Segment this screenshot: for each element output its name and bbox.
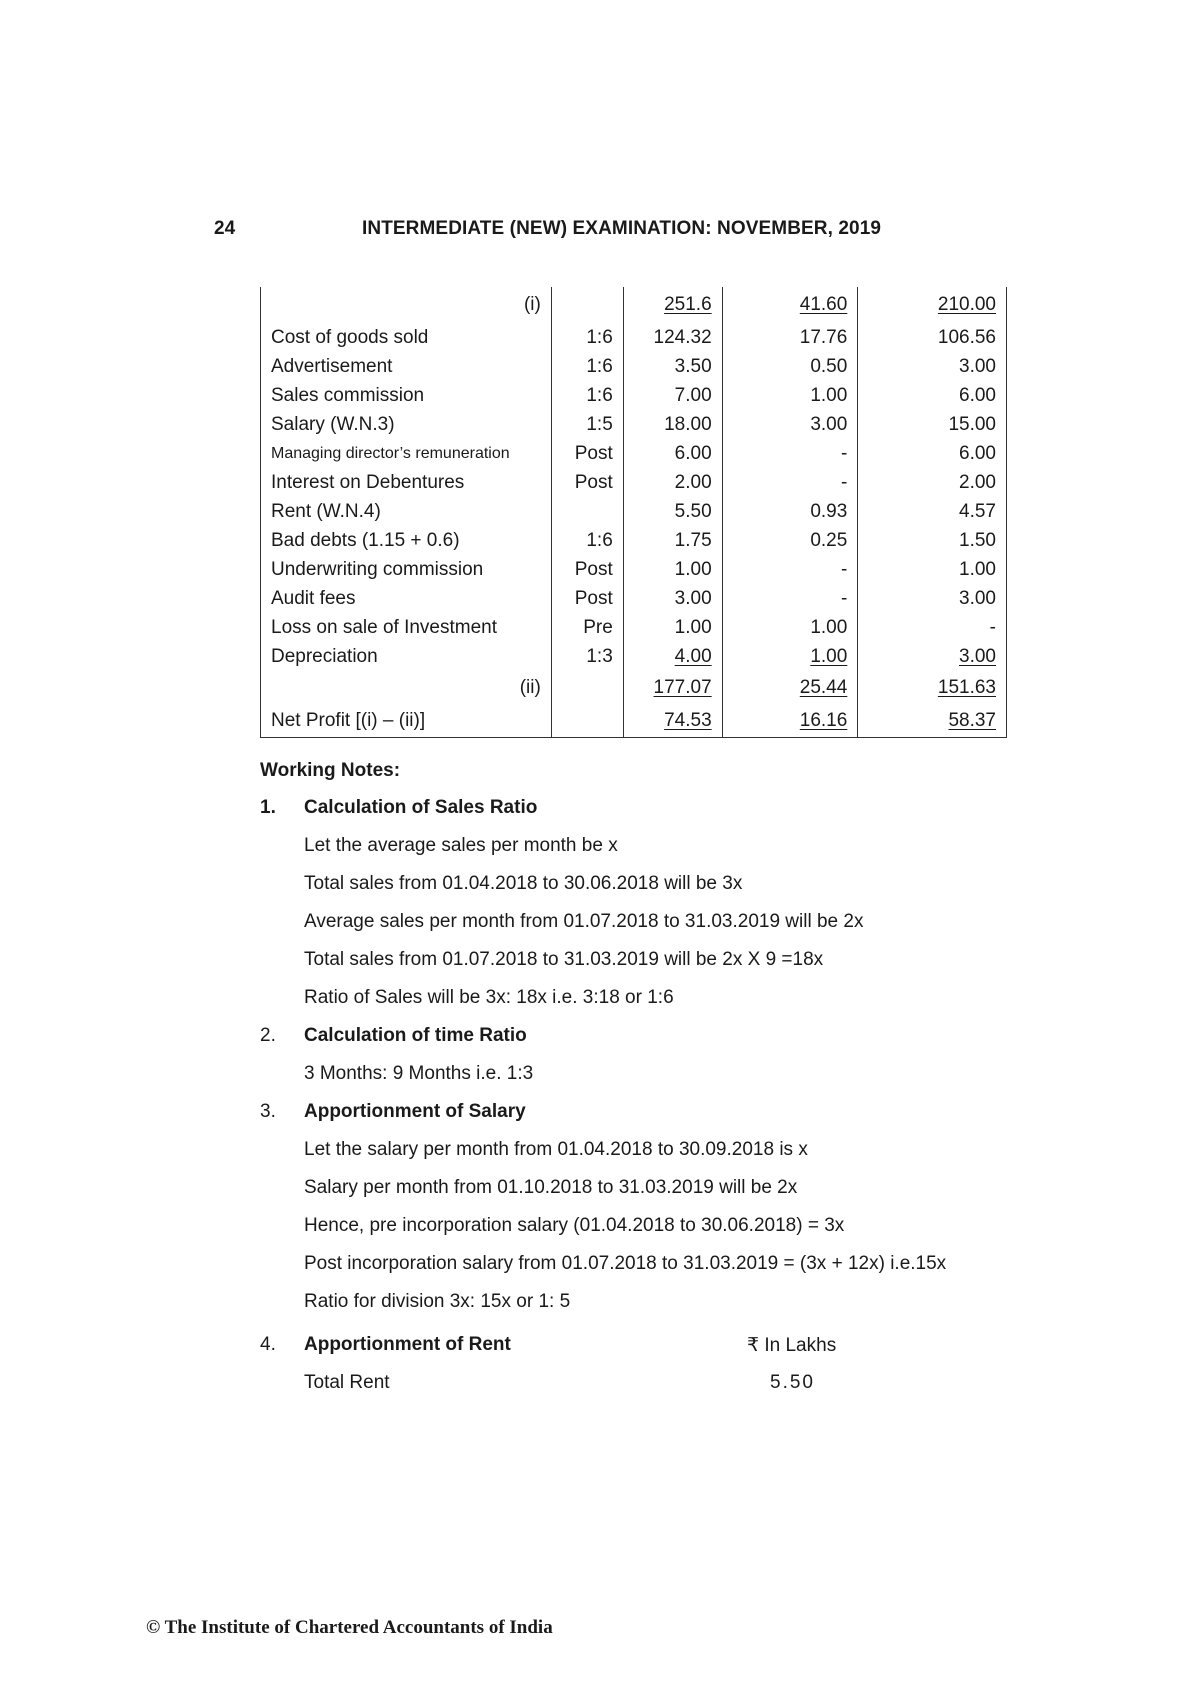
basis-cell: 1:5 — [586, 414, 613, 435]
running-header: INTERMEDIATE (NEW) EXAMINATION: NOVEMBER, 2019 — [362, 218, 882, 239]
total-rent-value: 5.50 — [770, 1372, 815, 1393]
total-cell: 3.50 — [674, 356, 712, 377]
note-1-line: Total sales from 01.04.2018 to 30.06.2018 will be 3x — [304, 873, 743, 894]
basis-cell: 1:6 — [586, 385, 613, 406]
basis-cell — [551, 671, 623, 704]
table-row — [261, 497, 1007, 526]
pre-cell: - — [840, 443, 848, 464]
pre-cell: - — [840, 559, 848, 580]
pre-cell: 1.00 — [810, 646, 848, 667]
subtotal-label: (i) — [261, 287, 552, 323]
table-row — [261, 381, 1007, 410]
post-cell: 15.00 — [948, 414, 996, 435]
particular-cell: Depreciation — [271, 646, 378, 667]
total-cell: 4.00 — [674, 646, 712, 667]
post-cell: 1.50 — [959, 530, 996, 551]
pre-cell: 16.16 — [799, 710, 848, 731]
basis-cell: 1:6 — [586, 327, 613, 348]
particular-cell: Sales commission — [271, 385, 425, 406]
table-row — [261, 439, 1007, 468]
pre-cell: - — [840, 588, 848, 609]
total-cell: 6.00 — [674, 443, 712, 464]
note-3-line: Post incorporation salary from 01.07.2018 to 31.03.2019 = (3x + 12x) i.e.15x — [304, 1253, 947, 1274]
net-profit-label: Net Profit [(i) – (ii)] — [261, 704, 552, 738]
total-cell: 7.00 — [674, 385, 712, 406]
note-3-line: Ratio for division 3x: 15x or 1: 5 — [304, 1291, 571, 1312]
basis-cell: Pre — [583, 617, 613, 638]
total-cell: 1.75 — [674, 530, 712, 551]
particular-cell: Advertisement — [271, 356, 393, 377]
total-cell: 251.6 — [664, 294, 712, 315]
table-row — [261, 642, 1007, 671]
total-cell: 124.32 — [653, 327, 712, 348]
table-row — [261, 468, 1007, 497]
pre-cell: - — [840, 472, 848, 493]
post-cell: 58.37 — [948, 710, 996, 731]
table-row — [261, 410, 1007, 439]
note-3-line: Let the salary per month from 01.04.2018 to 30.09.2018 is x — [304, 1139, 808, 1160]
net-profit-row — [261, 704, 1007, 738]
particular-cell: Bad debts (1.15 + 0.6) — [271, 530, 460, 551]
note-2-number: 2. — [260, 1025, 276, 1046]
pre-cell: 25.44 — [799, 677, 848, 698]
post-cell: 6.00 — [959, 385, 996, 406]
pre-cell: 1.00 — [810, 617, 848, 638]
total-rent-label: Total Rent — [304, 1372, 390, 1393]
total-cell: 1.00 — [674, 559, 712, 580]
particular-cell: Managing director’s remuneration — [271, 445, 510, 462]
post-cell: 151.63 — [937, 677, 996, 698]
post-cell: 3.00 — [959, 646, 996, 667]
note-1-line: Ratio of Sales will be 3x: 18x i.e. 3:18 or 1:6 — [304, 987, 674, 1008]
note-1-heading: Calculation of Sales Ratio — [304, 797, 538, 818]
subtotal-i-row — [261, 287, 1007, 323]
post-cell: 2.00 — [959, 472, 996, 493]
note-3-line: Salary per month from 01.10.2018 to 31.03.2019 will be 2x — [304, 1177, 798, 1198]
basis-cell: Post — [574, 559, 613, 580]
table-row — [261, 584, 1007, 613]
pre-cell: 3.00 — [810, 414, 848, 435]
table-row — [261, 323, 1007, 352]
post-cell: 3.00 — [959, 588, 996, 609]
note-1-line: Total sales from 01.07.2018 to 31.03.2019 will be 2x X 9 =18x — [304, 949, 824, 970]
pre-cell: 0.50 — [810, 356, 848, 377]
pre-cell: 41.60 — [799, 294, 848, 315]
note-1-number: 1. — [260, 797, 276, 818]
post-cell: 3.00 — [959, 356, 996, 377]
note-3-heading: Apportionment of Salary — [304, 1101, 526, 1122]
basis-cell: 1:6 — [586, 530, 613, 551]
total-cell: 5.50 — [674, 501, 712, 522]
total-cell: 2.00 — [674, 472, 712, 493]
note-1-line: Let the average sales per month be x — [304, 835, 618, 856]
note-3-number: 3. — [260, 1101, 276, 1122]
post-cell: 1.00 — [959, 559, 996, 580]
particular-cell: Underwriting commission — [271, 559, 484, 580]
particular-cell: Rent (W.N.4) — [271, 501, 381, 522]
note-1-line: Average sales per month from 01.07.2018 to 31.03.2019 will be 2x — [304, 911, 864, 932]
total-cell: 177.07 — [653, 677, 712, 698]
subtotal-label: (ii) — [261, 671, 552, 704]
particular-cell: Interest on Debentures — [271, 472, 465, 493]
post-cell: 210.00 — [937, 294, 996, 315]
total-cell: 18.00 — [664, 414, 712, 435]
basis-cell: Post — [574, 588, 613, 609]
post-cell: 6.00 — [959, 443, 996, 464]
particular-cell: Salary (W.N.3) — [271, 414, 395, 435]
profit-apportionment-table — [260, 287, 1007, 738]
rent-unit-label: ₹ In Lakhs — [747, 1335, 837, 1356]
particular-cell: Loss on sale of Investment — [271, 617, 498, 638]
pre-cell: 1.00 — [810, 385, 848, 406]
basis-cell: 1:3 — [586, 646, 613, 667]
table-row — [261, 526, 1007, 555]
pre-cell: 17.76 — [799, 327, 848, 348]
subtotal-ii-row — [261, 671, 1007, 704]
working-notes-title: Working Notes: — [260, 760, 401, 781]
total-cell: 74.53 — [664, 710, 712, 731]
table-row — [261, 613, 1007, 642]
page-number: 24 — [214, 218, 236, 239]
table-body — [261, 287, 1007, 738]
basis-cell — [551, 287, 623, 323]
post-cell: 4.57 — [959, 501, 996, 522]
pre-cell: 0.93 — [810, 501, 848, 522]
basis-cell: 1:6 — [586, 356, 613, 377]
table-row — [261, 555, 1007, 584]
basis-cell: Post — [574, 443, 613, 464]
pre-cell: 0.25 — [810, 530, 848, 551]
note-2-heading: Calculation of time Ratio — [304, 1025, 527, 1046]
basis-cell: Post — [574, 472, 613, 493]
table-row — [261, 352, 1007, 381]
note-2-line: 3 Months: 9 Months i.e. 1:3 — [304, 1063, 534, 1084]
note-4-heading: Apportionment of Rent — [304, 1334, 511, 1355]
post-cell: - — [989, 617, 996, 638]
particular-cell: Cost of goods sold — [271, 327, 429, 348]
post-cell: 106.56 — [937, 327, 996, 348]
basis-cell — [551, 704, 623, 738]
footer-copyright: © The Institute of Chartered Accountants of India — [146, 1617, 553, 1638]
particular-cell: Audit fees — [271, 588, 356, 609]
total-cell: 1.00 — [674, 617, 712, 638]
note-3-line: Hence, pre incorporation salary (01.04.2018 to 30.06.2018) = 3x — [304, 1215, 845, 1236]
note-4-number: 4. — [260, 1334, 276, 1355]
total-cell: 3.00 — [674, 588, 712, 609]
